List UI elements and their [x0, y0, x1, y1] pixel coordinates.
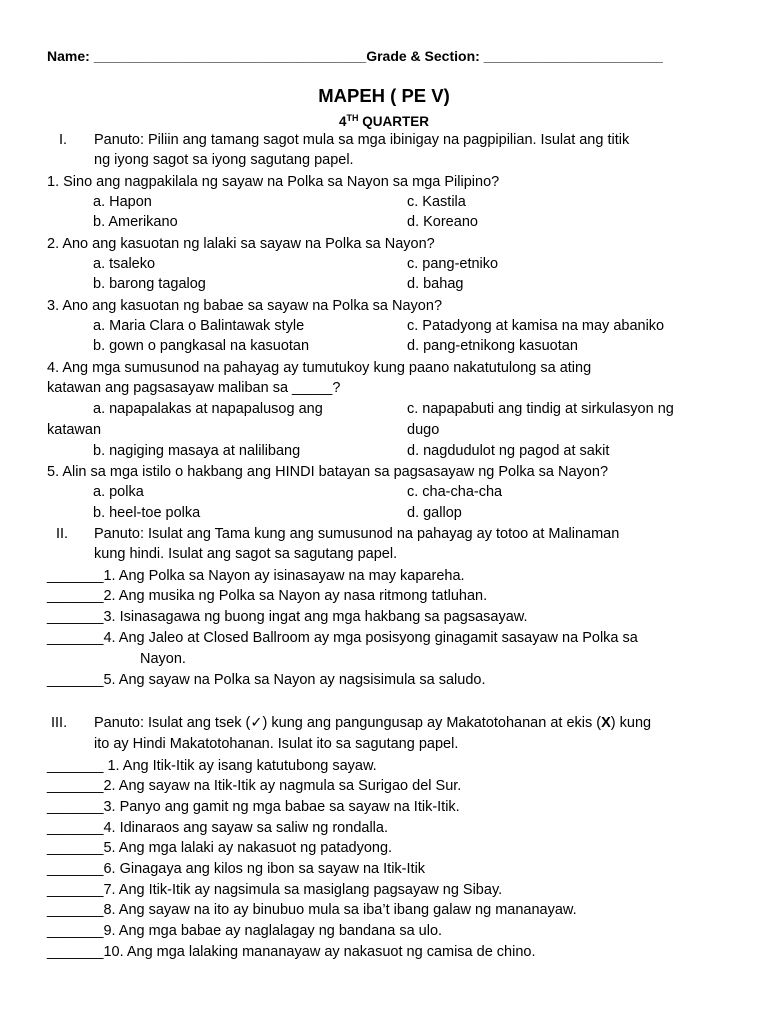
- part2-roman: II.: [56, 526, 69, 542]
- name-line[interactable]: [47, 46, 663, 66]
- q2-choice-d: d. bahag: [407, 276, 464, 292]
- quarter-word: QUARTER: [362, 114, 430, 129]
- q4-choice-a: a. napapalakas at napapalusog ang: [93, 401, 323, 417]
- part2-directions: Panuto: Isulat ang Tama kung ang sumusunod na pahayag ay totoo at Malinaman: [94, 526, 620, 542]
- part3-item-9[interactable]: _______9. Ang mga babae ay naglalagay ng bandana sa ulo.: [47, 923, 443, 939]
- part3-item-8[interactable]: _______8. Ang sayaw na ito ay binubuo mula sa iba’t ibang galaw ng mananayaw.: [47, 902, 577, 918]
- part2-item-5[interactable]: _______5. Ang sayaw na Polka sa Nayon ay nagsisimula sa saludo.: [47, 672, 486, 688]
- part2-item-2[interactable]: _______2. Ang musika ng Polka sa Nayon ay nasa ritmong tatluhan.: [47, 588, 488, 604]
- quarter-label: [0, 108, 768, 132]
- part2-item-1[interactable]: _______1. Ang Polka sa Nayon ay isinasayaw na may kapareha.: [47, 568, 465, 584]
- q4-choice-d: d. nagdudulot ng pagod at sakit: [407, 443, 610, 459]
- part3-item-3[interactable]: _______3. Panyo ang gamit ng mga babae sa sayaw na Itik-Itik.: [47, 799, 460, 815]
- x-mark-icon: X: [601, 715, 611, 731]
- part3-item-7[interactable]: _______7. Ang Itik-Itik ay nagsimula sa masiglang pagsayaw ng Sibay.: [47, 882, 503, 898]
- grade-section-label: Grade & Section:: [366, 48, 480, 64]
- q1-choice-c: c. Kastila: [407, 194, 466, 210]
- q3-choice-a: a. Maria Clara o Balintawak style: [93, 318, 305, 334]
- part2-item-4[interactable]: _______4. Ang Jaleo at Closed Ballroom ay mga posisyong ginagamit sasayaw na Polka sa: [47, 630, 638, 646]
- q4-choice-c: c. napapabuti ang tindig at sirkulasyon ng: [407, 401, 674, 417]
- q1-choice-d: d. Koreano: [407, 214, 478, 230]
- q1-choice-a: a. Hapon: [93, 194, 152, 210]
- part3-directions: [94, 713, 651, 733]
- q4-choice-b: b. nagiging masaya at nalilibang: [93, 443, 301, 459]
- question-4: 4. Ang mga sumusunod na pahayag ay tumutukoy kung paano nakatutulong sa ating: [47, 360, 592, 376]
- part3-dir-c: ) kung: [610, 715, 652, 731]
- quarter-suffix: TH: [346, 113, 359, 123]
- part3-item-5[interactable]: _______5. Ang mga lalaki ay nakasuot ng patadyong.: [47, 840, 393, 856]
- page-title: MAPEH ( PE V): [318, 85, 450, 106]
- quarter-number: 4: [338, 114, 347, 129]
- grade-section-blank[interactable]: _______________________: [483, 48, 663, 64]
- name-blank[interactable]: ___________________________________: [93, 48, 367, 64]
- part3-item-2[interactable]: _______2. Ang sayaw na Itik-Itik ay nagmula sa Surigao del Sur.: [47, 778, 462, 794]
- q2-choice-c: c. pang-etniko: [407, 256, 499, 272]
- part3-directions-cont: ito ay Hindi Makatotohanan. Isulat ito sa sagutang papel.: [94, 736, 459, 752]
- q3-choice-c: c. Patadyong at kamisa na may abaniko: [407, 318, 665, 334]
- part3-dir-a: Panuto: Isulat ang tsek (: [94, 715, 251, 731]
- q5-choice-c: c. cha-cha-cha: [407, 484, 503, 500]
- part2-directions-cont: kung hindi. Isulat ang sagot sa sagutang papel.: [94, 546, 398, 562]
- q3-choice-b: b. gown o pangkasal na kasuotan: [93, 338, 310, 354]
- part3-item-1[interactable]: _______ 1. Ang Itik-Itik ay isang katutubong sayaw.: [47, 758, 377, 774]
- q4-choice-a-cont: katawan: [47, 422, 102, 438]
- q5-choice-b: b. heel-toe polka: [93, 505, 201, 521]
- part1-directions: Panuto: Piliin ang tamang sagot mula sa mga ibinigay na pagpipilian. Isulat ang titik: [94, 132, 630, 148]
- part2-item-4-cont: Nayon.: [140, 651, 186, 667]
- check-mark-icon: ✓: [250, 715, 263, 731]
- part3-roman: III.: [51, 715, 68, 731]
- q2-choice-a: a. tsaleko: [93, 256, 156, 272]
- part2-item-3[interactable]: _______3. Isinasagawa ng buong ingat ang mga hakbang sa pagsasayaw.: [47, 609, 528, 625]
- part3-item-4[interactable]: _______4. Idinaraos ang sayaw sa saliw ng rondalla.: [47, 820, 388, 836]
- part1-roman: I.: [59, 132, 68, 148]
- q3-choice-d: d. pang-etnikong kasuotan: [407, 338, 578, 354]
- name-label: Name:: [47, 48, 90, 64]
- q2-choice-b: b. barong tagalog: [93, 276, 206, 292]
- part3-item-6[interactable]: _______6. Ginagaya ang kilos ng ibon sa sayaw na Itik-Itik: [47, 861, 426, 877]
- question-3: 3. Ano ang kasuotan ng babae sa sayaw na Polka sa Nayon?: [47, 298, 443, 314]
- q5-choice-d: d. gallop: [407, 505, 462, 521]
- question-4-cont: katawan ang pagsasayaw maliban sa _____?: [47, 380, 341, 396]
- part1-directions-cont: ng iyong sagot sa iyong sagutang papel.: [94, 152, 354, 168]
- q1-choice-b: b. Amerikano: [93, 214, 178, 230]
- part3-item-10[interactable]: _______10. Ang mga lalaking mananayaw ay nakasuot ng camisa de chino.: [47, 944, 536, 960]
- q5-choice-a: a. polka: [93, 484, 144, 500]
- part3-dir-b: ) kung ang pangungusap ay Makatotohanan at ekis (: [262, 715, 602, 731]
- question-5: 5. Alin sa mga istilo o hakbang ang HINDI batayan sa pagsasayaw ng Polka sa Nayon?: [47, 464, 609, 480]
- question-1: 1. Sino ang nagpakilala ng sayaw na Polka sa Nayon sa mga Pilipino?: [47, 174, 500, 190]
- q4-choice-c-cont: dugo: [407, 422, 440, 438]
- question-2: 2. Ano ang kasuotan ng lalaki sa sayaw na Polka sa Nayon?: [47, 236, 435, 252]
